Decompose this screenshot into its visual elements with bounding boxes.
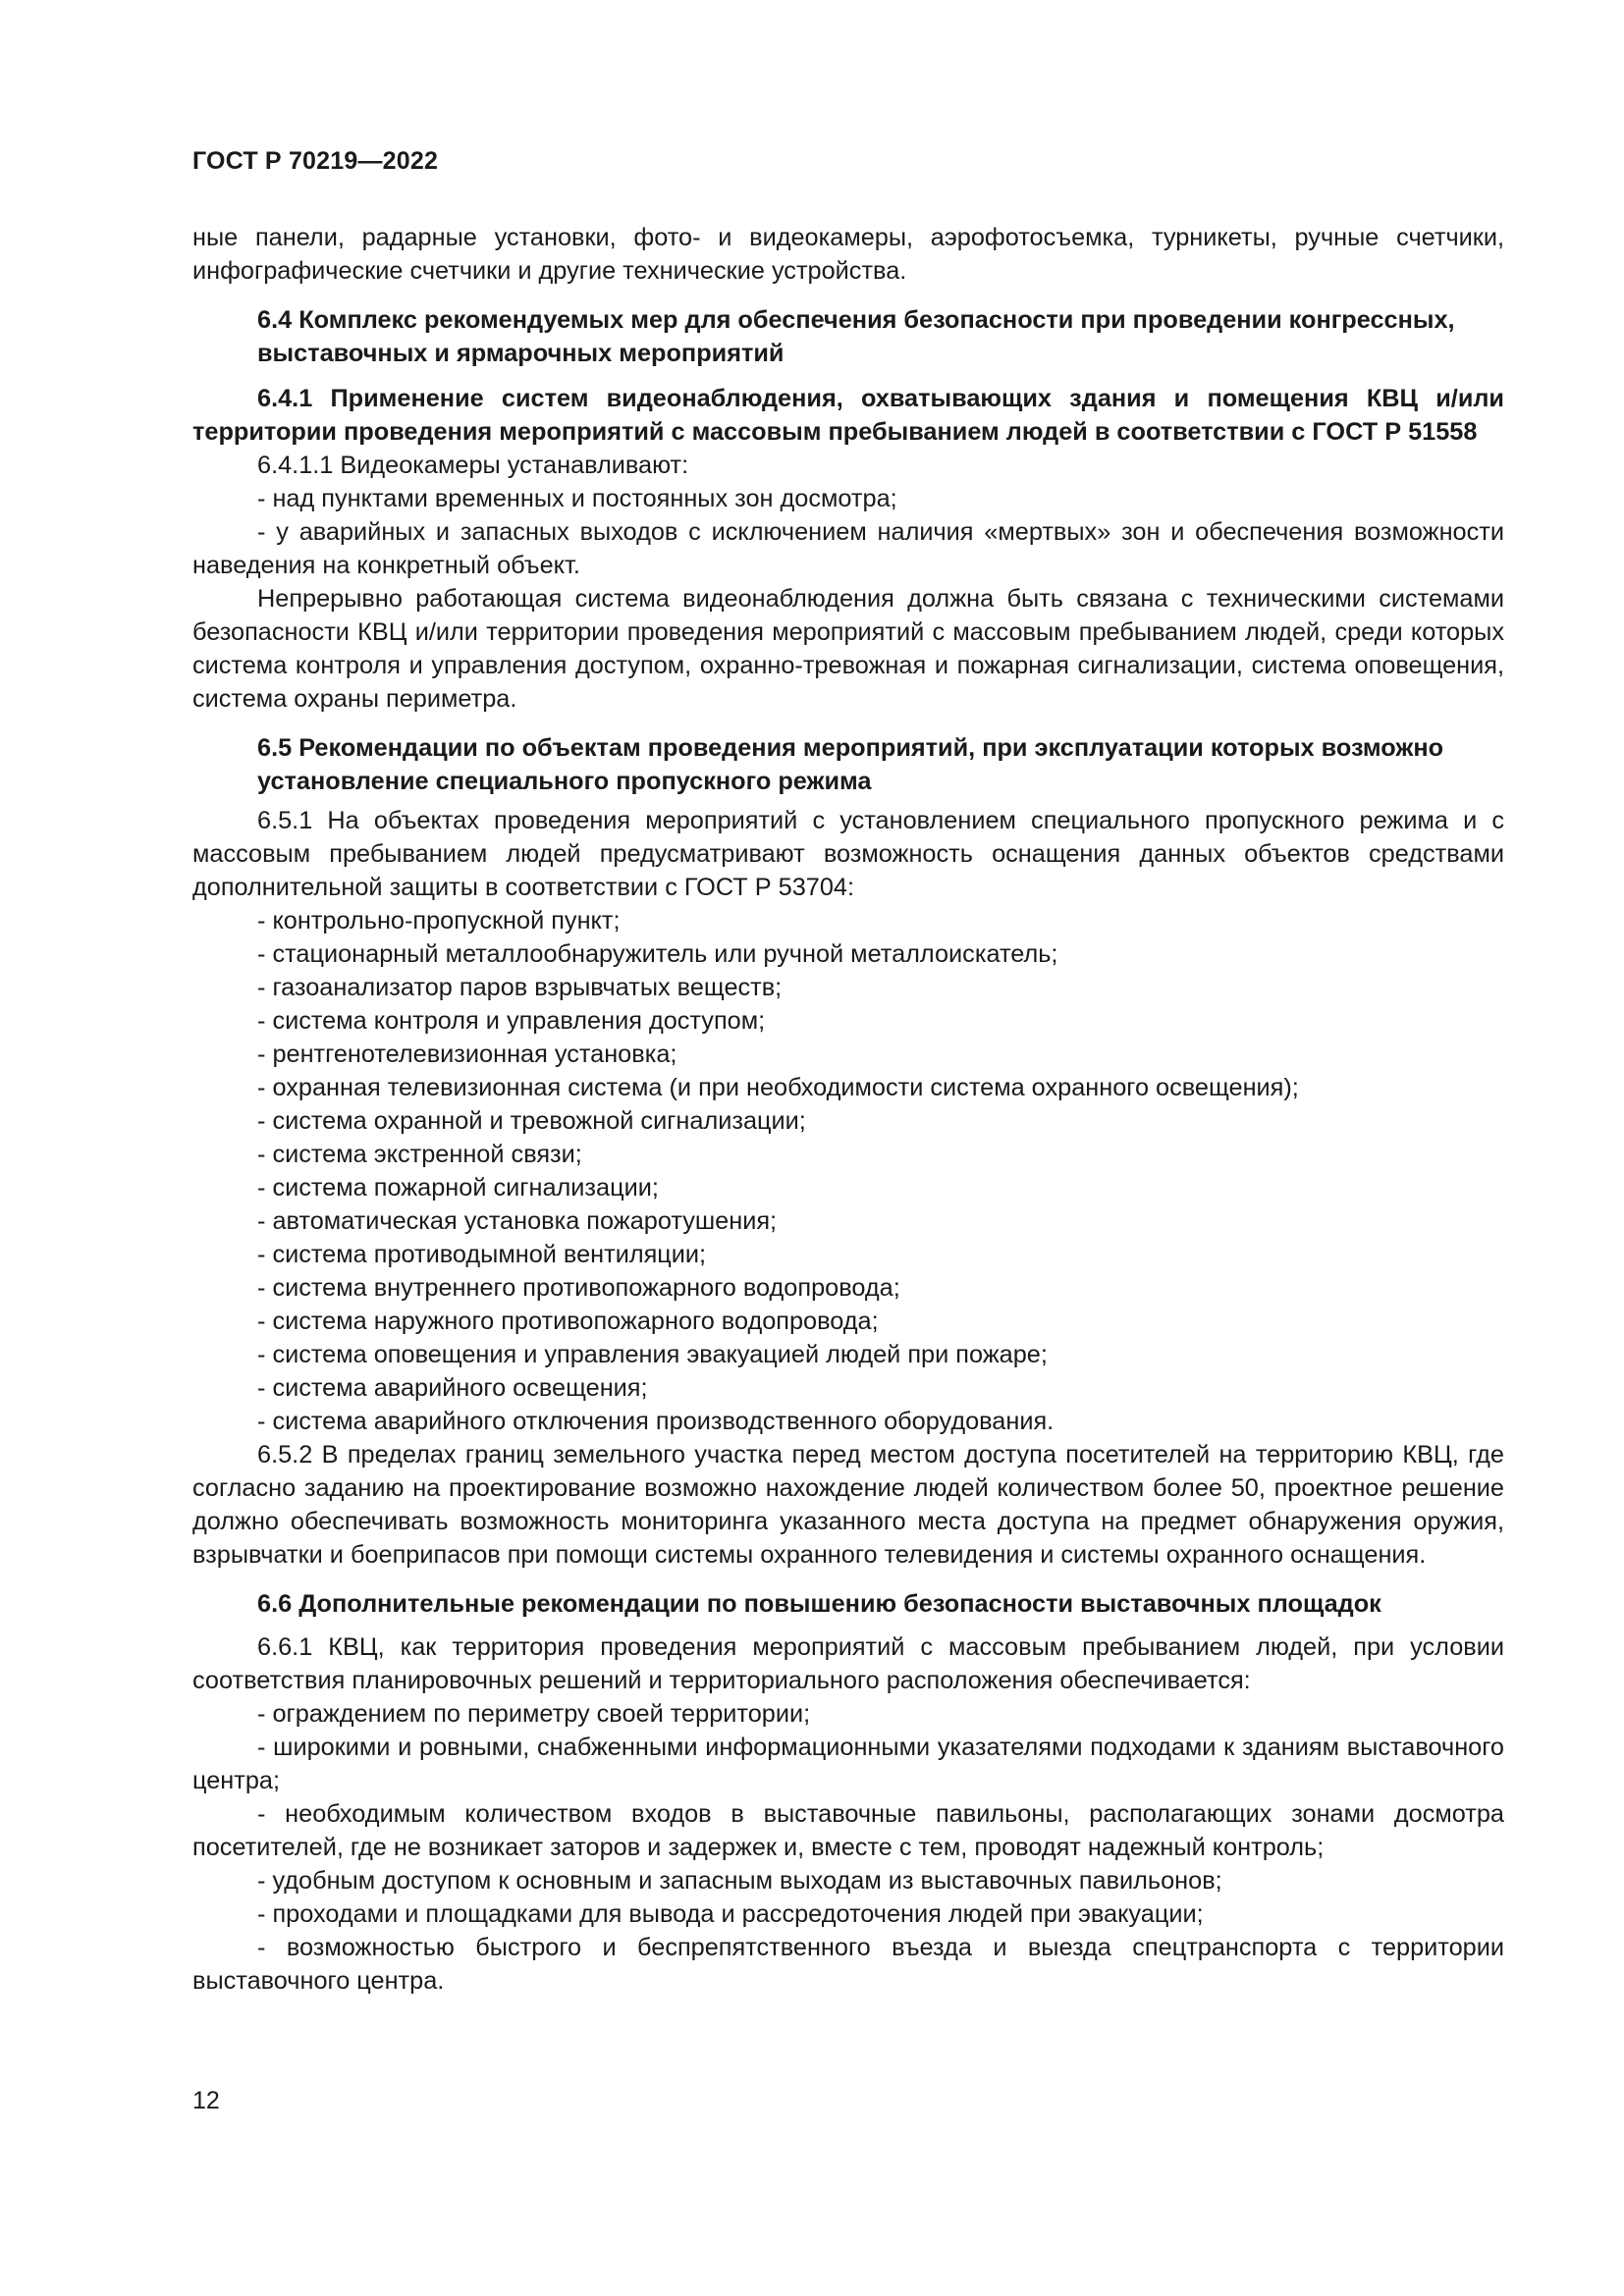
list-item: - охранная телевизионная система (и при необходимости система охранного освещения); — [257, 1074, 1299, 1101]
list-item: - система оповещения и управления эвакуацией людей при пожаре; — [257, 1341, 1048, 1368]
list-item: - автоматическая установка пожаротушения; — [257, 1207, 778, 1235]
paragraph-6-5-1: 6.5.1 На объектах проведения мероприятий с установлением специального пропускного режима и с массовым пребыванием людей предусматривают возможность оснащения данных объектов средствами дополнительной защиты в соответствии с ГОСТ Р 53704: — [192, 807, 1504, 901]
list-item: - система внутреннего противопожарного водопровода; — [257, 1274, 900, 1302]
section-heading-6-5: 6.5 Рекомендации по объектам проведения мероприятий, при эксплуатации которых возможно установление специального пропускного режима — [257, 734, 1444, 795]
paragraph-video-system: Непрерывно работающая система видеонаблюдения должна быть связана с техническими системами безопасности КВЦ и/или территории проведения мероприятий с массовым пребыванием людей, среди которых система контроля и управления доступом, охранно-тревожная и пожарная сигнализации, система оповещения, система охраны периметра. — [192, 585, 1504, 713]
list-item: - контрольно-пропускной пункт; — [257, 907, 621, 934]
paragraph-6-6-1: 6.6.1 КВЦ, как территория проведения мероприятий с массовым пребыванием людей, при условии соответствия планировочных решений и территориального расположения обеспечивается: — [192, 1633, 1504, 1694]
list-item: - система аварийного освещения; — [257, 1374, 648, 1402]
list-item: - система контроля и управления доступом; — [257, 1007, 766, 1035]
subsection-heading-6-4-1: 6.4.1 Применение систем видеонаблюдения, охватывающих здания и помещения КВЦ и/или территории проведения мероприятий с массовым пребыванием людей в соответствии с ГОСТ Р 51558 — [192, 385, 1504, 446]
list-item: - у аварийных и запасных выходов с исключением наличия «мертвых» зон и обеспечения возможности наведения на конкретный объект. — [192, 518, 1504, 579]
document-body — [192, 221, 1504, 1998]
list-item: - удобным доступом к основным и запасным выходам из выставочных павильонов; — [257, 1867, 1222, 1895]
list-item: - система охранной и тревожной сигнализации; — [257, 1107, 806, 1135]
list-item: - ограждением по периметру своей территории; — [257, 1700, 811, 1728]
list-item: - система наружного противопожарного водопровода; — [257, 1308, 879, 1335]
list-item: - необходимым количеством входов в выставочные павильоны, располагающих зонами досмотра посетителей, где не возникает заторов и задержек и, вместе с тем, проводят надежный контроль; — [192, 1800, 1504, 1861]
list-item: - система пожарной сигнализации; — [257, 1174, 659, 1201]
paragraph-6-4-1-1: 6.4.1.1 Видеокамеры устанавливают: — [257, 452, 689, 479]
list-item: - проходами и площадками для вывода и рассредоточения людей при эвакуации; — [257, 1900, 1204, 1928]
section-heading-6-6: 6.6 Дополнительные рекомендации по повышению безопасности выставочных площадок — [257, 1590, 1381, 1618]
list-item: - стационарный металлообнаружитель или ручной металлоискатель; — [257, 940, 1058, 968]
list-item: - над пунктами временных и постоянных зон досмотра; — [257, 485, 897, 512]
list-item: - система экстренной связи; — [257, 1141, 582, 1168]
paragraph-6-5-2: 6.5.2 В пределах границ земельного участка перед местом доступа посетителей на территорию КВЦ, где согласно заданию на проектирование возможно нахождение людей количеством более 50, проектное решение должно обеспечивать возможность мониторинга указанного места доступа на предмет обнаружения оружия, взрывчатки и боеприпасов при помощи системы охранного телевидения и системы охранного оснащения. — [192, 1441, 1504, 1569]
paragraph-intro: ные панели, радарные установки, фото- и видеокамеры, аэрофотосъемка, турникеты, ручные счетчики, инфографические счетчики и другие технические устройства. — [192, 224, 1504, 285]
list-item: - система аварийного отключения производственного оборудования. — [257, 1408, 1055, 1435]
list-item: - газоанализатор паров взрывчатых веществ; — [257, 974, 783, 1001]
list-item: - система противодымной вентиляции; — [257, 1241, 707, 1268]
list-item: - рентгенотелевизионная установка; — [257, 1041, 677, 1068]
document-header-title: ГОСТ Р 70219—2022 — [192, 147, 439, 175]
section-heading-6-4: 6.4 Комплекс рекомендуемых мер для обеспечения безопасности при проведении конгрессных, выставочных и ярмарочных мероприятий — [257, 306, 1455, 367]
page-number: 12 — [192, 2087, 220, 2114]
list-item: - возможностью быстрого и беспрепятственного въезда и выезда спецтранспорта с территории выставочного центра. — [192, 1934, 1504, 1995]
list-item: - широкими и ровными, снабженными информационными указателями подходами к зданиям выставочного центра; — [192, 1734, 1504, 1794]
